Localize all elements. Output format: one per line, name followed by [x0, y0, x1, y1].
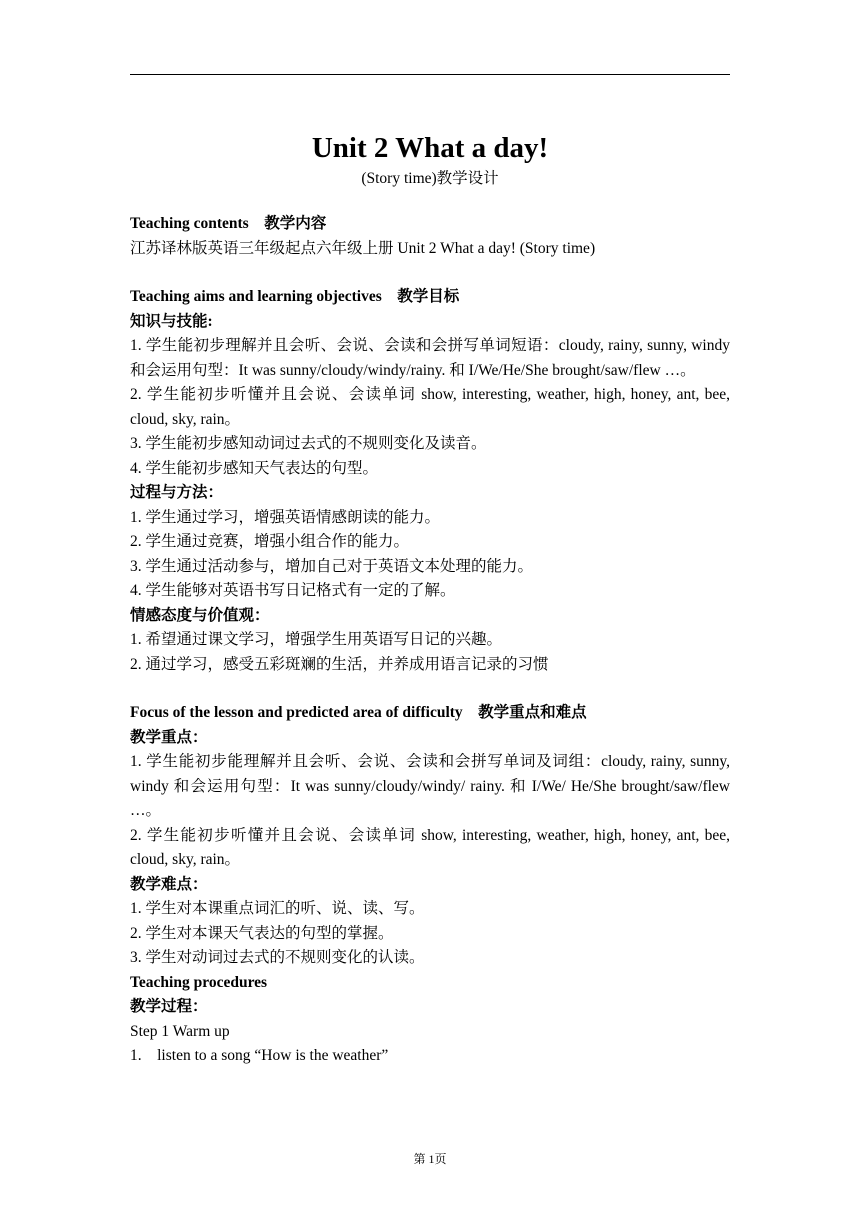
attitude-item: 1. 希望通过课文学习，增强学生用英语写日记的兴趣。 [130, 631, 503, 648]
difficulty-item: 2. 学生对本课天气表达的句型的掌握。 [130, 924, 394, 942]
procedures-heading: Teaching procedures [130, 973, 268, 991]
knowledge-item: 4. 学生能初步感知天气表达的句型。 [130, 459, 379, 477]
attitude-item: 2. 通过学习，感受五彩斑斓的生活，并养成用语言记录的习惯 [130, 655, 549, 673]
page-number: 第 1页 [413, 1152, 447, 1166]
process-heading: 过程与方法： [130, 484, 224, 501]
difficulty-item: 1. 学生对本课重点词汇的听、说、读、写。 [130, 900, 425, 917]
document-subtitle: (Story time)教学设计 [361, 170, 499, 187]
difficulty-heading: 教学难点： [130, 875, 208, 893]
attitude-heading: 情感态度与价值观： [130, 606, 270, 624]
knowledge-item: 2. 学生能初步听懂并且会说、会读单词 show, interesting, weather, high, honey, ant, bee, cloud, sky, rain。 [130, 386, 730, 428]
key-point-item: 1. 学生能初步能理解并且会听、会说、会读和会拼写单词及词组：cloudy, rainy, sunny, windy 和会运用句型：It was sunny/cloudy/windy/ rainy. 和 I/We/ He/She brought/saw/flew …。 [130, 753, 730, 819]
procedures-cn-heading: 教学过程： [130, 998, 208, 1015]
document-body [130, 128, 730, 1069]
knowledge-item: 1. 学生能初步理解并且会听、会说、会读和会拼写单词短语：cloudy, rainy, sunny, windy 和会运用句型：It was sunny/cloudy/windy/rainy. 和 I/We/He/She brought/saw/flew …。 [130, 337, 730, 379]
knowledge-heading: 知识与技能: [130, 312, 213, 330]
step-title: Step 1 Warm up [130, 1022, 230, 1040]
process-item: 4. 学生能够对英语书写日记格式有一定的了解。 [130, 582, 456, 599]
teaching-contents-heading: Teaching contents 教学内容 [130, 215, 327, 232]
process-item: 2. 学生通过竞赛，增强小组合作的能力。 [130, 533, 410, 550]
header-rule [130, 74, 730, 75]
process-item: 1. 学生通过学习，增强英语情感朗读的能力。 [130, 508, 441, 526]
focus-heading: Focus of the lesson and predicted area of difficulty 教学重点和难点 [130, 704, 587, 721]
key-points-heading: 教学重点： [130, 728, 208, 746]
teaching-aims-heading: Teaching aims and learning objectives 教学目标 [130, 288, 460, 305]
teaching-contents-text: 江苏译林版英语三年级起点六年级上册 Unit 2 What a day! (Story time) [130, 239, 596, 257]
document-title: Unit 2 What a day! [311, 132, 549, 164]
difficulty-item: 3. 学生对动词过去式的不规则变化的认读。 [130, 949, 425, 966]
knowledge-item: 3. 学生能初步感知动词过去式的不规则变化及读音。 [130, 435, 487, 452]
key-point-item: 2. 学生能初步听懂并且会说、会读单词 show, interesting, weather, high, honey, ant, bee, cloud, sky, rain。 [130, 826, 730, 868]
process-item: 3. 学生通过活动参与，增加自己对于英语文本处理的能力。 [130, 557, 534, 575]
step-item: 1. listen to a song “How is the weather” [130, 1047, 389, 1064]
